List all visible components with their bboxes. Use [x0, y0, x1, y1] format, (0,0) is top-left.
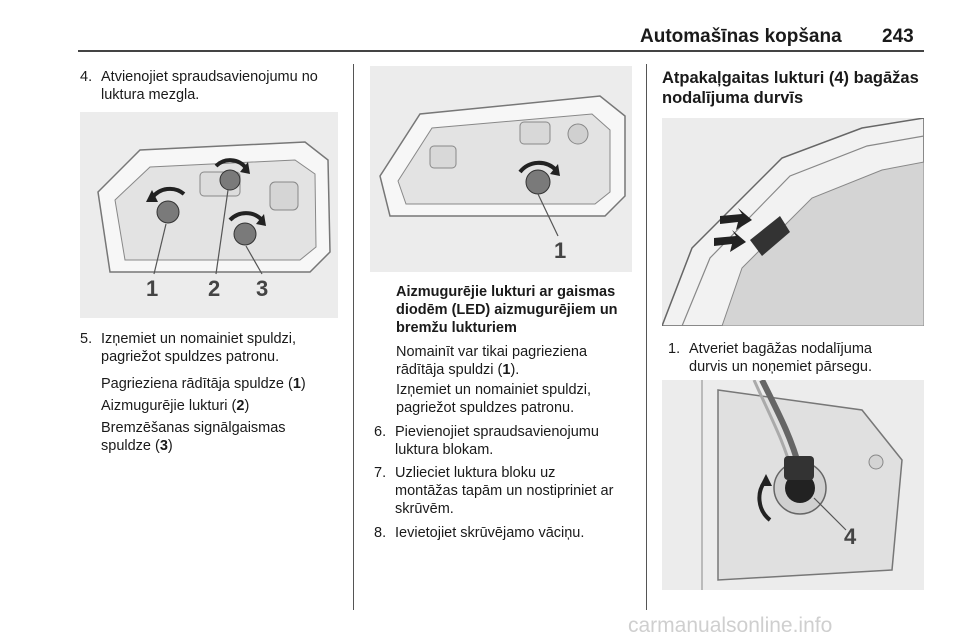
step-text: Ievietojiet skrūvējamo vāciņu.: [395, 525, 585, 541]
callout-3: 3: [256, 276, 269, 301]
subheading-led-lights: Aizmugurējie lukturi ar gaismas diodēm (LED) aizmugurējiem un bremžu lukturiem: [396, 284, 618, 336]
step-7: [374, 464, 644, 522]
list-item: Pagrieziena rādītāja spuldze (1): [101, 376, 306, 392]
list-item: Aizmugurējie lukturi (2): [101, 398, 250, 414]
figure-reversing-light-bulb: [662, 380, 924, 590]
step-5: [80, 330, 350, 370]
paragraph: Nomainīt var tikai pagrieziena rādītāja spuldzi (1).: [396, 344, 588, 378]
callout-1: 1: [146, 276, 159, 301]
step-8: [374, 524, 644, 544]
step-number: 4.: [80, 69, 93, 85]
step-text: Atvienojiet spraudsavienojumu no luktura mezgla.: [101, 69, 318, 103]
callout-1: 1: [554, 238, 567, 263]
section-heading-reversing-lights: Atpakaļgaitas lukturi (4) bagāžas nodalījuma durvīs: [662, 69, 919, 107]
figure-led-rear-light: [370, 66, 632, 272]
callout-4: 4: [844, 524, 857, 549]
step-text: Atveriet bagāžas nodalījuma durvis un noņemiet pārsegu.: [689, 341, 872, 375]
step-text: Pievienojiet spraudsavienojumu luktura blokam.: [395, 424, 599, 458]
figure-rear-light-bulbs: [80, 112, 338, 318]
list-item: Bremzēšanas signālgaismas spuldze (3): [101, 420, 286, 454]
page-title: Automašīnas kopšana: [640, 26, 842, 47]
column-divider-right: [646, 64, 647, 610]
step-4: [80, 68, 350, 108]
step-number: 7.: [374, 465, 387, 481]
callout-2: 2: [208, 276, 221, 301]
page-number: 243: [882, 26, 914, 47]
step-6: [374, 423, 644, 463]
watermark: carmanualsonline.info: [628, 614, 833, 637]
step-text: Uzlieciet luktura bloku uz montāžas tapām un nostipriniet ar skrūvēm.: [395, 465, 614, 517]
step-number: 8.: [374, 525, 387, 541]
step-text: Izņemiet un nomainiet spuldzi, pagriežot spuldzes patronu.: [101, 331, 297, 365]
header-rule: [78, 50, 924, 52]
step-number: 6.: [374, 424, 387, 440]
figure-tailgate: [662, 118, 924, 326]
step-1: [668, 340, 930, 380]
step-number: 5.: [80, 331, 93, 347]
paragraph: Izņemiet un nomainiet spuldzi, pagriežot spuldzes patronu.: [396, 382, 592, 416]
step-number: 1.: [668, 341, 681, 357]
column-divider-left: [353, 64, 354, 610]
